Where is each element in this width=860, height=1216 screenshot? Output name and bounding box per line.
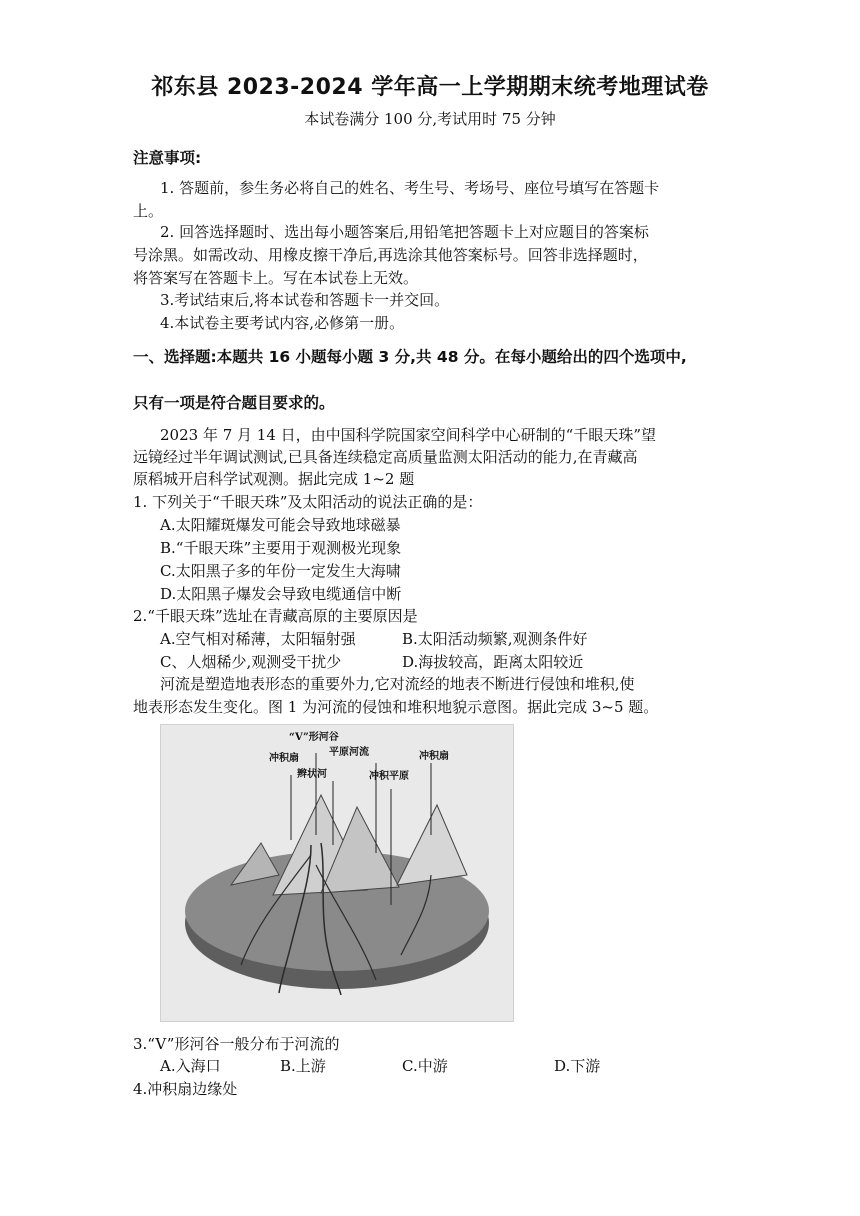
passage-line: 2023 年 7 月 14 日，由中国科学院国家空间科学中心研制的“千眼天珠”望 (160, 426, 656, 444)
label-alluvial-plain: 冲积平原 (369, 771, 409, 782)
exam-info: 本试卷满分 100 分,考试用时 75 分钟 (304, 110, 556, 128)
mountain (397, 805, 467, 885)
notice-line: 3.考试结束后,将本试卷和答题卡一并交回。 (160, 291, 450, 309)
label-braided-river: 辫状河 (297, 769, 327, 780)
label-v-valley: “V”形河谷 (289, 732, 339, 743)
notice-line: 号涂黑。如需改动、用橡皮擦干净后,再选涂其他答案标号。回答非选择题时， (133, 246, 648, 264)
q2-option-c: C、人烟稀少,观测受干扰少 (160, 653, 342, 671)
label-alluvial-fan-right: 冲积扇 (419, 751, 449, 762)
section-heading: 一、选择题:本题共 16 小题每小题 3 分,共 48 分。在每小题给出的四个选项中, (133, 348, 687, 366)
q1-option-a: A.太阳耀斑爆发可能会导致地球磁暴 (160, 516, 401, 534)
notice-line: 2. 回答选择题时、选出每小题答案后,用铅笔把答题卡上对应题目的答案标 (160, 223, 649, 241)
q1-option-b: B.“千眼天珠”主要用于观测极光现象 (160, 539, 402, 557)
river-landform-diagram (161, 725, 513, 1021)
question-4-stem: 4.冲积扇边缘处 (133, 1080, 238, 1098)
q2-option-a: A.空气相对稀薄，太阳辐射强 (160, 630, 356, 648)
question-1-stem: 1. 下列关于“千眼天珠”及太阳活动的说法正确的是： (133, 493, 483, 511)
notice-heading: 注意事项: (133, 149, 202, 167)
q3-option-c: C.中游 (402, 1057, 448, 1075)
section-heading-cont: 只有一项是符合题目要求的。 (133, 394, 335, 412)
q1-option-c: C.太阳黑子多的年份一定发生大海啸 (160, 562, 401, 580)
q3-option-b: B.上游 (280, 1057, 326, 1075)
label-alluvial-fan-left: 冲积扇 (269, 753, 299, 764)
label-plain-river: 平原河流 (329, 747, 369, 758)
passage-line: 河流是塑造地表形态的重要外力,它对流经的地表不断进行侵蚀和堆积,使 (160, 675, 635, 693)
passage-line: 原稻城开启科学试观测。据此完成 1~2 题 (133, 470, 415, 488)
q1-option-d: D.太阳黑子爆发会导致电缆通信中断 (160, 585, 402, 603)
q3-option-d: D.下游 (554, 1057, 601, 1075)
river-landform-figure (160, 724, 514, 1022)
question-2-stem: 2.“千眼天珠”选址在青藏高原的主要原因是 (133, 607, 418, 625)
q2-option-b: B.太阳活动频繁,观测条件好 (402, 630, 588, 648)
notice-line: 上。 (133, 202, 164, 220)
q2-option-d: D.海拔较高，距离太阳较近 (402, 653, 584, 671)
notice-line: 1. 答题前，参生务必将自己的姓名、考生号、考场号、座位号填写在答题卡 (160, 179, 660, 197)
notice-line: 4.本试卷主要考试内容,必修第一册。 (160, 314, 405, 332)
q3-option-a: A.入海口 (160, 1057, 221, 1075)
passage-line: 地表形态发生变化。图 1 为河流的侵蚀和堆积地貌示意图。据此完成 3~5 题。 (133, 698, 659, 716)
passage-line: 远镜经过半年调试测试,已具备连续稳定高质量监测太阳活动的能力,在青藏高 (133, 448, 638, 466)
question-3-stem: 3.“V”形河谷一般分布于河流的 (133, 1035, 340, 1053)
page-title: 祁东县 2023-2024 学年高一上学期期末统考地理试卷 (151, 75, 709, 100)
notice-line: 将答案写在答题卡上。写在本试卷上无效。 (133, 269, 419, 287)
